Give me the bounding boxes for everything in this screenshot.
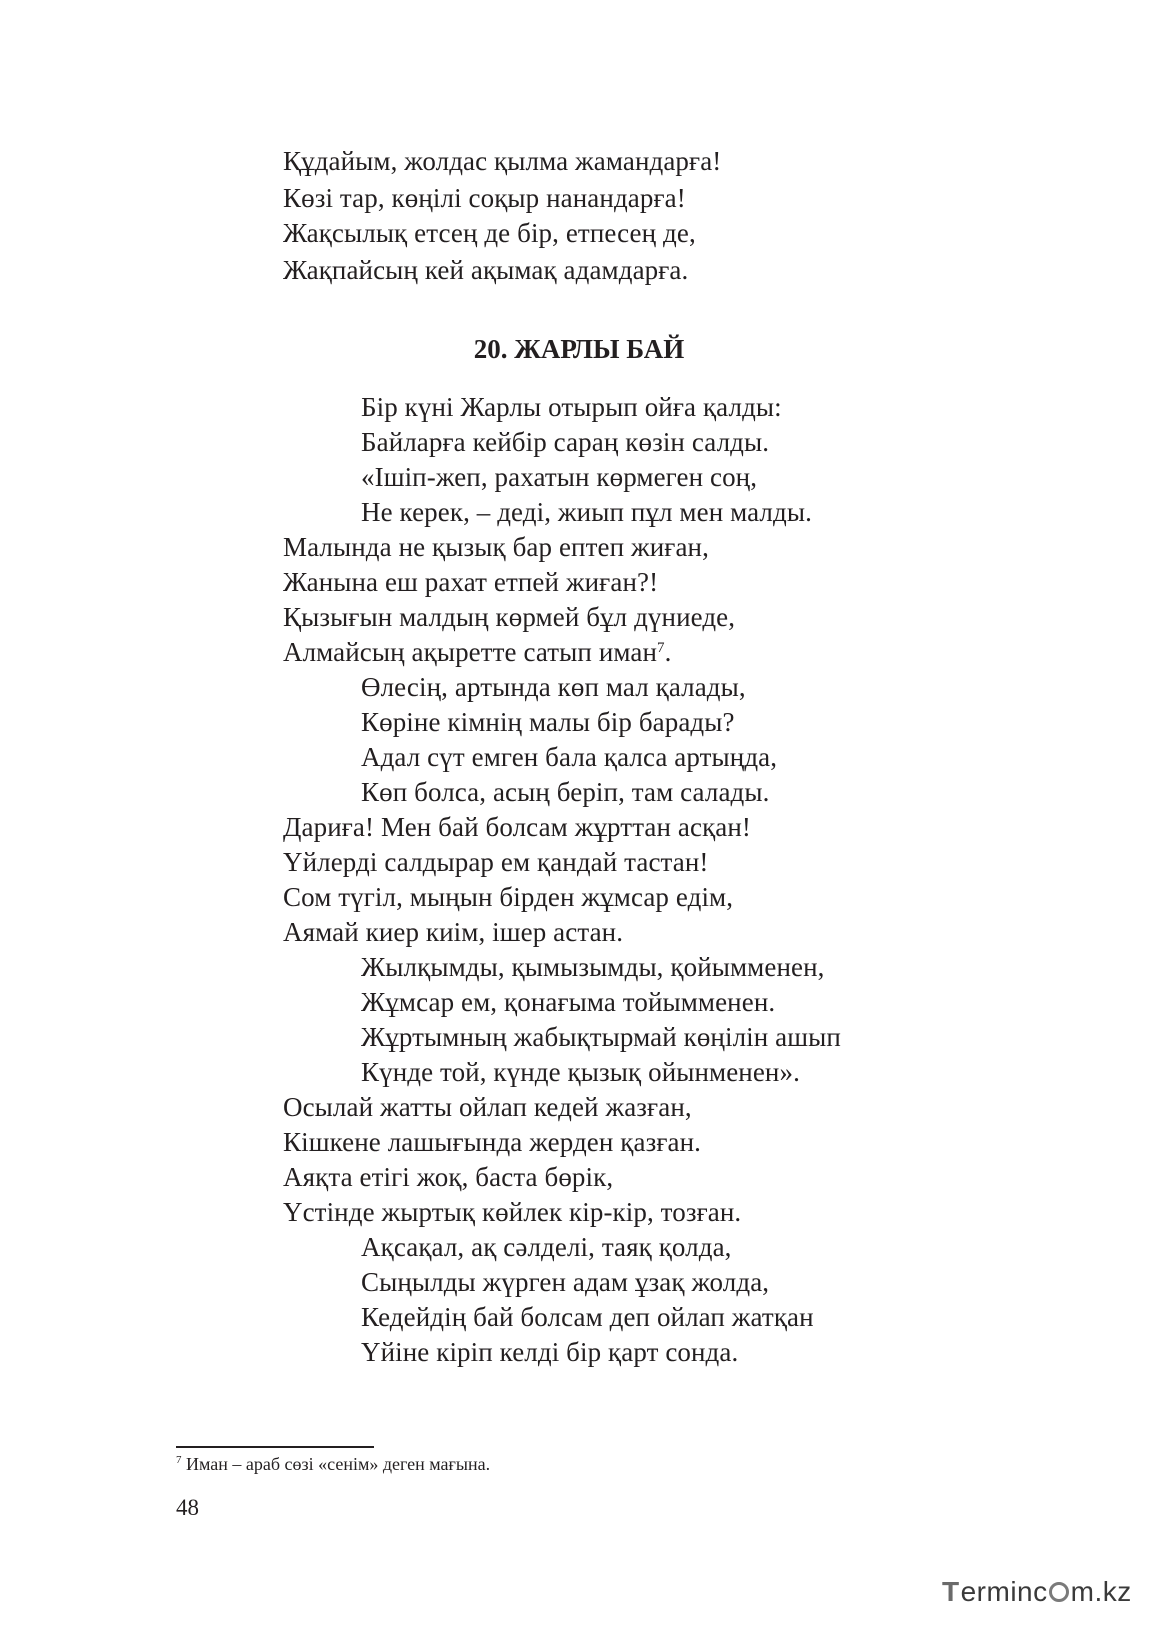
intro-line: Жақсылық етсең де бір, етпесең де,	[283, 218, 696, 248]
intro-line: Көзі тар, көңілі соқыр нанандарға!	[283, 183, 686, 213]
poem-line: Дариға! Мен бай болсам жұрттан асқан!	[283, 812, 752, 842]
poem-line: Сом түгіл, мыңын бірден жұмсар едім,	[283, 882, 734, 912]
poem-line: Байларға кейбір сараң көзін салды.	[361, 427, 770, 457]
poem-line: Малында не қызық бар ептеп жиған,	[283, 532, 709, 562]
poem-line: Жұртымның жабықтырмай көңілін ашып	[361, 1022, 841, 1052]
poem-line: Не керек, – деді, жиып пұл мен малды.	[361, 497, 812, 527]
intro-line: Жақпайсың кей ақымақ адамдарға.	[283, 255, 689, 285]
poem-line-text: Алмайсың ақыретте сатып иман	[283, 637, 658, 667]
poem-line: Аямай киер киім, ішер астан.	[283, 917, 624, 947]
footnote-mark: 7	[176, 1454, 182, 1466]
terminkom-watermark	[942, 1572, 1132, 1612]
footnote-text: Иман – араб сөзі «сенім» деген мағына.	[181, 1454, 491, 1474]
poem-line: Көріне кімнің малы бір барады?	[361, 707, 735, 737]
line-end-period: .	[664, 637, 672, 667]
poem-line: Үстінде жыртық көйлек кір-кір, тозған.	[283, 1197, 742, 1227]
poem-line: Аяқта етігі жоқ, баста бөрік,	[283, 1162, 614, 1192]
watermark-text-end: m.kz	[1070, 1576, 1132, 1607]
poem-line: Сыңылды жүрген адам ұзақ жолда,	[361, 1267, 770, 1297]
footnote	[176, 1452, 490, 1476]
poem-line: «Ішіп-жеп, рахатын көрмеген соң,	[361, 462, 758, 492]
poem-line: Күнде той, күнде қызық ойынменен».	[361, 1057, 800, 1087]
poem-line: Бір күні Жарлы отырып ойға қалды:	[361, 392, 782, 422]
poem-line: Ақсақал, ақ сәлделі, таяқ қолда,	[361, 1232, 732, 1262]
footnote-separator	[176, 1446, 374, 1448]
poem-title: 20. ЖАРЛЫ БАЙ	[473, 334, 685, 364]
watermark-text-start: erminc	[960, 1576, 1048, 1607]
watermark-o-ring-icon	[1049, 1582, 1069, 1602]
watermark-initial: T	[942, 1576, 960, 1607]
poem-line: Адал сүт емген бала қалса артыңда,	[361, 742, 778, 772]
intro-line: Құдайым, жолдас қылма жамандарға!	[283, 146, 722, 176]
footnote-reference: 7	[657, 640, 665, 656]
page-number: 48	[176, 1495, 199, 1520]
poem-line: Жұмсар ем, қонағыма тойымменен.	[361, 987, 776, 1017]
poem-line: Өлесің, артында көп мал қалады,	[361, 672, 746, 702]
poem-line: Көп болса, асың беріп, там салады.	[361, 777, 770, 807]
poem-line: Кедейдің бай болсам деп ойлап жатқан	[361, 1302, 814, 1332]
poem-line: Кішкене лашығында жерден қазған.	[283, 1127, 702, 1157]
poem-line: Үйлерді салдырар ем қандай тастан!	[283, 847, 709, 877]
poem-line: Осылай жатты ойлап кедей жазған,	[283, 1092, 692, 1122]
poem-line: Қызығын малдың көрмей бұл дүниеде,	[283, 602, 736, 632]
poem-line-with-footnote	[283, 636, 671, 668]
poem-line: Үйіне кіріп келді бір қарт сонда.	[361, 1337, 739, 1367]
poem-line: Жанына еш рахат етпей жиған?!	[283, 567, 659, 597]
poem-line: Жылқымды, қымызымды, қойымменен,	[361, 952, 825, 982]
